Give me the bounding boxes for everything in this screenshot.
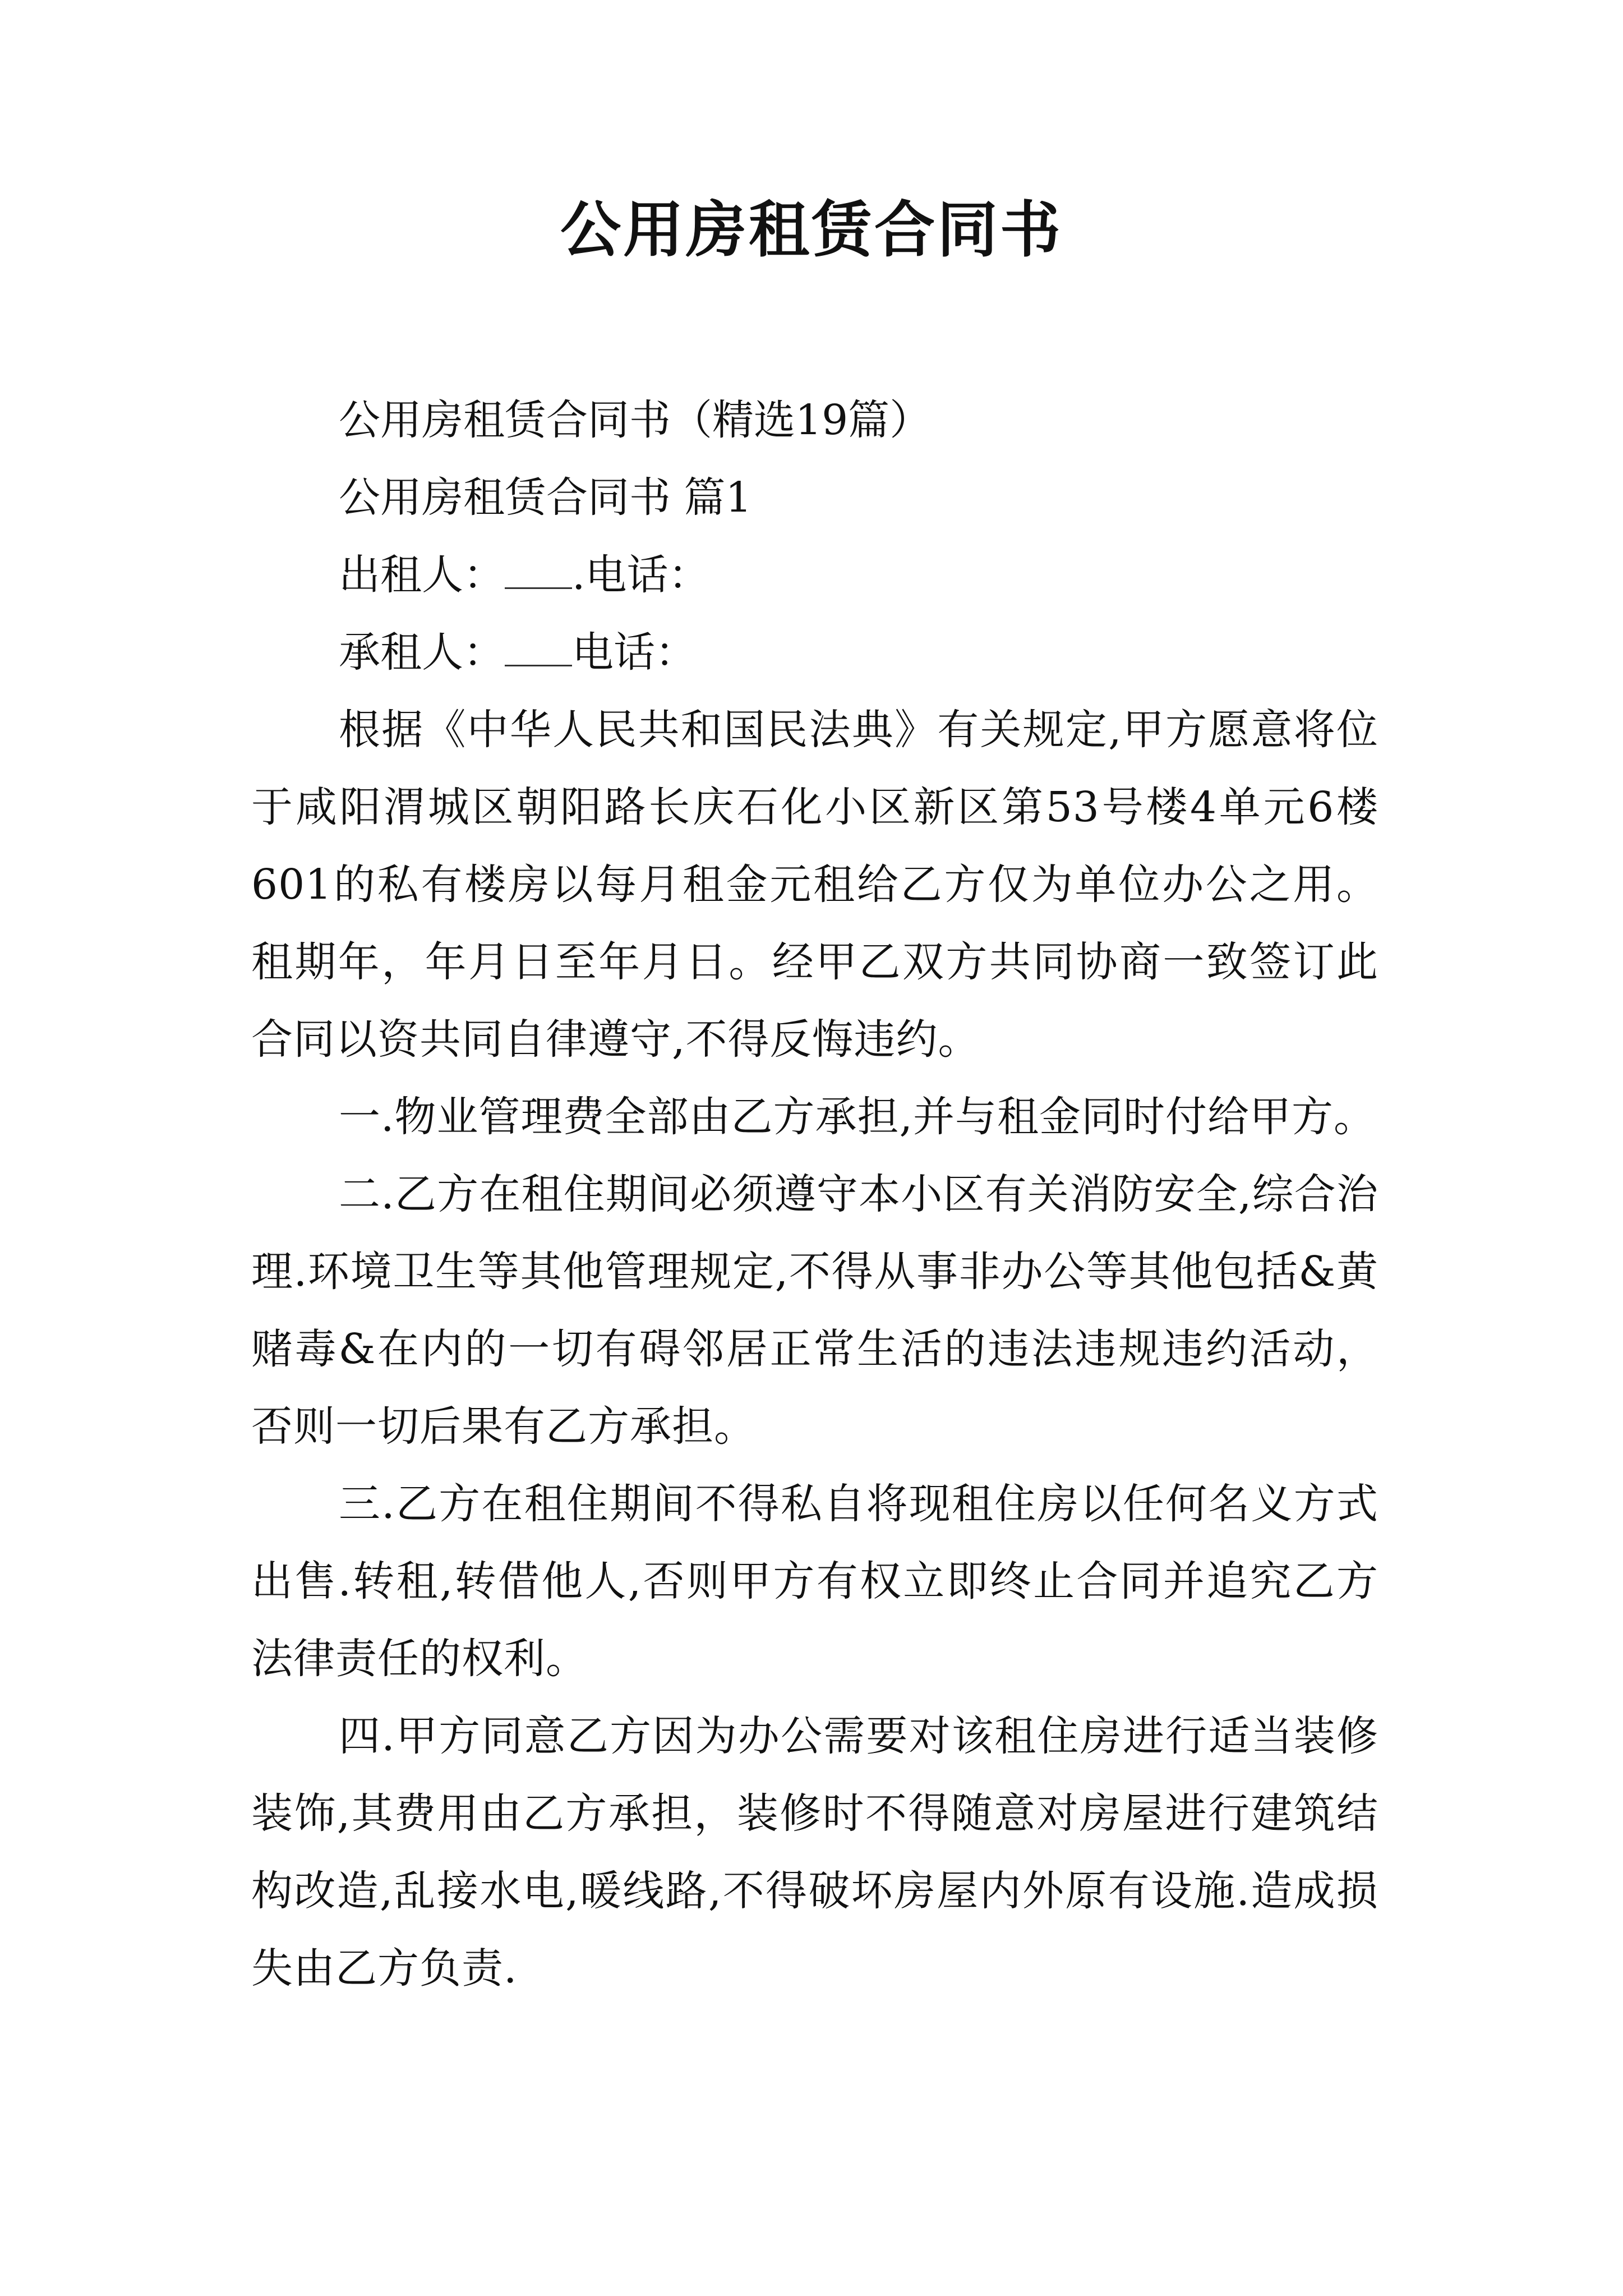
paragraph-preamble: 根据《中华人民共和国民法典》有关规定,甲方愿意将位于咸阳渭城区朝阳路长庆石化小区新区第53号楼4单元6楼601的私有楼房以每月租金元租给乙方仅为单位办公之用。租期年，年月日至年月日。经甲乙双方共同协商一致签订此合同以资共同自律遵守,不得反悔违约。	[251, 706, 1378, 1064]
lessor-phone-label: .电话：	[572, 551, 710, 599]
document-title: 公用房租赁合同书	[560, 195, 1063, 265]
paragraph-clause-2: 二.乙方在租住期间必须遵守本小区有关消防安全,综合治理.环境卫生等其他管理规定,不得从事非办公等其他包括&黄赌毒&在内的一切有碍邻居正常生活的违法违规违约活动，否则一切后果有乙方承担。	[251, 1170, 1378, 1451]
document-body	[251, 381, 1378, 2007]
paragraph-clause-4: 四.甲方同意乙方因为办公需要对该租住房进行适当装修装饰,其费用由乙方承担，装修时不得随意对房屋进行建筑结构改造,乱接水电,暖线路,不得破坏房屋内外原有设施.造成损失由乙方负责.	[251, 1712, 1378, 1993]
subtitle-line: 公用房租赁合同书（精选19篇）	[339, 396, 932, 444]
lessee-phone-label: 电话：	[572, 628, 697, 677]
lessee-label: 承租人：	[339, 628, 505, 677]
lessor-line	[251, 536, 1378, 614]
lessee-line	[251, 614, 1378, 691]
lessor-blank	[505, 554, 572, 589]
section-heading: 公用房租赁合同书 篇1	[339, 473, 752, 522]
lessor-label: 出租人：	[339, 551, 505, 599]
lessee-blank	[505, 631, 572, 666]
paragraph-clause-1: 一.物业管理费全部由乙方承担,并与租金同时付给甲方。	[339, 1093, 1376, 1141]
paragraph-clause-3: 三.乙方在租住期间不得私自将现租住房以任何名义方式出售.转租,转借他人,否则甲方有权立即终止合同并追究乙方法律责任的权利。	[251, 1480, 1378, 1683]
